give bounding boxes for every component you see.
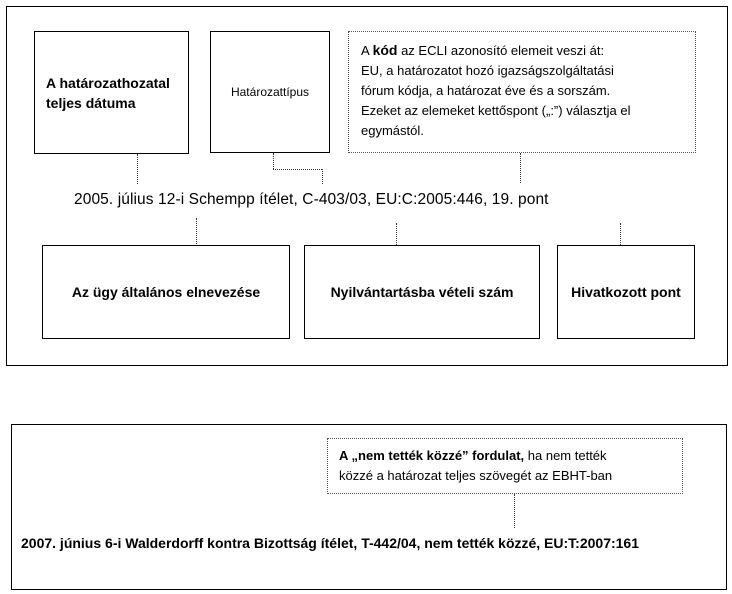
- ecli-code-box: [348, 31, 696, 153]
- cited-point-label: Hivatkozott pont: [571, 284, 681, 300]
- case-name-box: [42, 245, 290, 339]
- not-published-note-line1: [339, 446, 612, 466]
- not-published-note-rest: ha nem tették: [524, 448, 607, 463]
- decision-date-label-line2: teljes dátuma: [46, 95, 136, 111]
- decision-type-box: [210, 31, 330, 153]
- connector-registry: [396, 223, 397, 245]
- connector-type-c: [322, 169, 323, 184]
- cited-point-box: [557, 245, 695, 339]
- connector-point: [620, 223, 621, 245]
- decision-date-label-line1: A határozathozatal: [46, 75, 170, 91]
- registry-number-box: [304, 245, 540, 339]
- ecli-code-line3: fórum kódja, a határozat éve és a sorszám.: [361, 83, 611, 98]
- connector-not-published: [514, 494, 515, 528]
- connector-code: [520, 153, 521, 183]
- ecli-code-keyword: kód: [372, 42, 398, 58]
- ecli-code-intro: A: [361, 43, 373, 58]
- case-name-label: Az ügy általános elnevezése: [71, 284, 261, 300]
- ecli-code-line1-rest: az ECLI azonosító elemeit veszi át:: [397, 43, 605, 58]
- ecli-code-line4: Ezeket az elemeket kettőspont („:”) választja el: [361, 103, 631, 118]
- not-published-note-box: [327, 438, 683, 494]
- connector-date: [137, 154, 138, 184]
- ecli-code-line2: EU, a határozatot hozó igazságszolgáltatási: [361, 63, 614, 78]
- registry-number-label: Nyilvántartásba vételi szám: [330, 284, 514, 300]
- connector-case-name: [196, 218, 197, 246]
- connector-type-a: [273, 153, 274, 169]
- ecli-code-line1: [361, 40, 631, 61]
- decision-type-label: Határozattípus: [230, 85, 310, 99]
- not-published-note-bold: A „nem tették közzé” fordulat,: [339, 448, 525, 463]
- not-published-note-line2: közzé a határozat teljes szövegét az EBHT-ban: [339, 468, 613, 483]
- citation-example-2: 2007. június 6-i Walderdorff kontra Bizottság ítélet, T-442/04, nem tették közzé, EU:T:2007:161: [21, 535, 639, 551]
- connector-type-b: [273, 169, 322, 170]
- ecli-code-line5: egymástól.: [361, 123, 424, 138]
- decision-date-box: [34, 31, 189, 154]
- citation-example-1: 2005. július 12-i Schempp ítélet, C-403/03, EU:C:2005:446, 19. pont: [74, 191, 549, 208]
